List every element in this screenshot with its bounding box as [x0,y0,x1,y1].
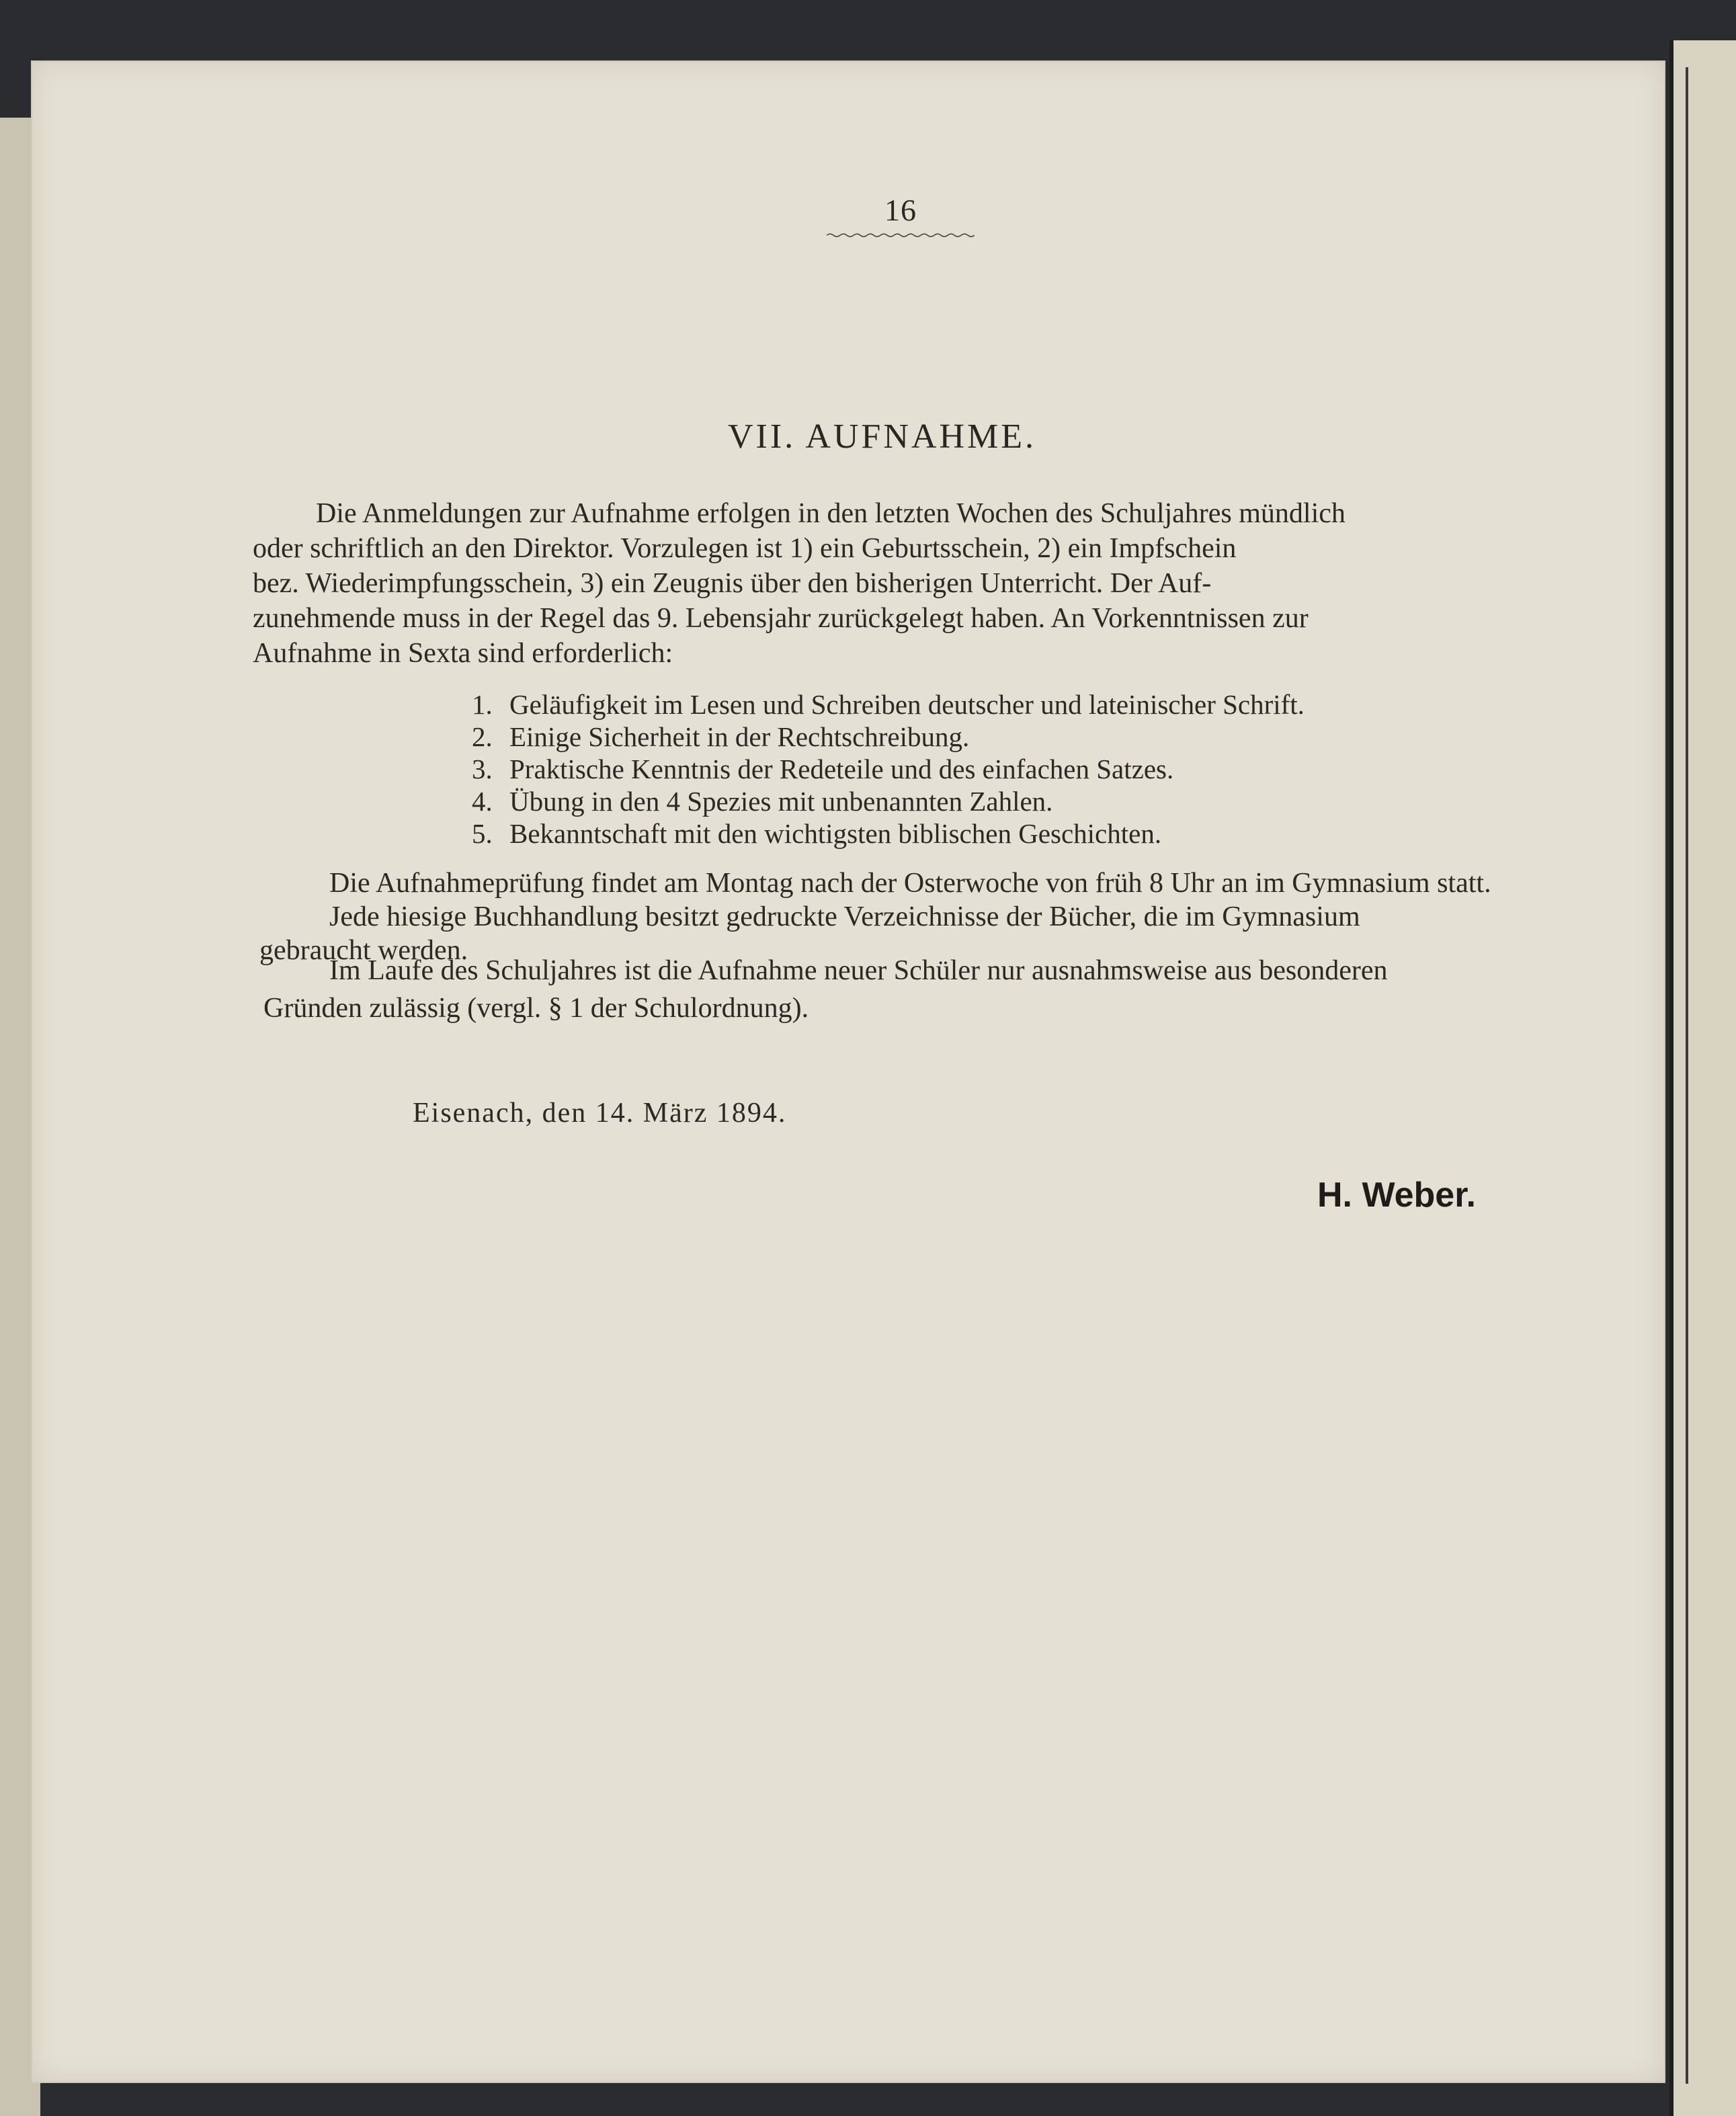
requirement-item [472,753,1173,785]
paragraph-line: Gründen zulässig (vergl. § 1 der Schulordnung). [263,993,809,1024]
paragraph-line: bez. Wiederimpfungsschein, 3) ein Zeugnis über den bisherigen Unterricht. Der Auf- [253,568,1212,599]
requirement-text: Geläufigkeit im Lesen und Schreiben deutscher und lateinischer Schrift. [509,689,1305,720]
requirement-text: Übung in den 4 Spezies mit unbenannten Zahlen. [509,786,1053,817]
paragraph-line: Im Laufe des Schuljahres ist die Aufnahme neuer Schüler nur ausnahmsweise aus besonderen [329,955,1388,986]
paragraph-line: Jede hiesige Buchhandlung besitzt gedruckte Verzeichnisse der Bücher, die im Gymnasium [329,901,1360,932]
requirement-number: 5. [472,818,493,849]
signature: H. Weber. [1317,1176,1477,1215]
requirement-text: Praktische Kenntnis der Redeteile und des einfachen Satzes. [509,754,1174,784]
paragraph-line: Aufnahme in Sexta sind erforderlich: [253,638,673,669]
requirement-item [472,688,1305,721]
section-heading: VII. AUFNAHME. [728,417,1036,456]
paragraph-line: oder schriftlich an den Direktor. Vorzulegen ist 1) ein Geburtsschein, 2) ein Impfschein [253,533,1237,564]
place-and-date: Eisenach, den 14. März 1894. [413,1098,787,1129]
requirement-item [472,721,969,753]
binding-crease [1686,67,1688,2084]
requirement-item [472,785,1052,817]
facing-page-edge [1669,40,1736,2116]
page-number-ornament [827,233,975,238]
requirement-number: 3. [472,754,493,784]
document-page [32,62,1664,2082]
requirement-text: Einige Sicherheit in der Rechtschreibung. [509,721,970,752]
requirement-text: Bekanntschaft mit den wichtigsten biblischen Geschichten. [509,818,1162,849]
requirement-number: 2. [472,721,493,752]
requirement-item [472,817,1161,850]
requirement-number: 4. [472,786,493,817]
paragraph-line: zunehmende muss in der Regel das 9. Lebensjahr zurückgelegt haben. An Vorkenntnissen zur [253,603,1309,634]
paragraph-line: gebraucht werden. [259,935,468,966]
requirement-number: 1. [472,689,493,720]
paragraph-line: Die Aufnahmeprüfung findet am Montag nach der Osterwoche von früh 8 Uhr an im Gymnasium statt. [329,868,1491,899]
paragraph-line: Die Anmeldungen zur Aufnahme erfolgen in den letzten Wochen des Schuljahres mündlich [316,498,1346,529]
page-number: 16 [884,193,917,227]
